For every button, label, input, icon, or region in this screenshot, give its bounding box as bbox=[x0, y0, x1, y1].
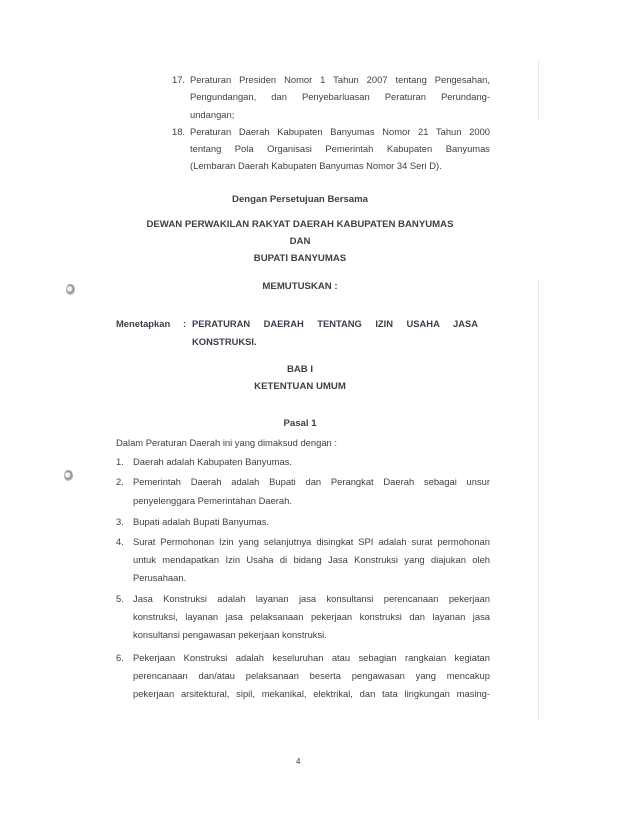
item-line: konsultansi pengawasan pekerjaan konstruksi. bbox=[133, 629, 327, 640]
consideration-line: (Lembaran Daerah Kabupaten Banyumas Nomor 34 Seri D). bbox=[190, 160, 442, 171]
article-title: Pasal 1 bbox=[283, 418, 317, 429]
item-line: untuk mendapatkan Izin Usaha di bidang Jasa Konstruksi yang diajukan oleh bbox=[133, 554, 490, 565]
item-line: penyelenggara Pemerintahan Daerah. bbox=[133, 495, 292, 506]
article-intro: Dalam Peraturan Daerah ini yang dimaksud dengan : bbox=[116, 437, 337, 448]
decision-heading: MEMUTUSKAN : bbox=[262, 281, 338, 292]
establish-label: Menetapkan bbox=[116, 318, 171, 329]
consideration-line: undangan; bbox=[190, 109, 235, 120]
item-line: Daerah adalah Kabupaten Banyumas. bbox=[133, 456, 292, 467]
punch-hole-icon bbox=[64, 470, 73, 481]
item-line: Pekerjaan Konstruksi adalah keseluruhan atau sebagian rangkaian kegiatan bbox=[133, 652, 490, 663]
consideration-number: 18. bbox=[172, 126, 186, 137]
chapter-subtitle: KETENTUAN UMUM bbox=[254, 381, 346, 392]
item-line: Perusahaan. bbox=[133, 572, 187, 583]
scan-edge-mark bbox=[538, 60, 539, 120]
item-line: Surat Permohonan Izin yang selanjutnya disingkat SPI adalah surat permohonan bbox=[133, 536, 490, 547]
item-number: 1. bbox=[116, 456, 124, 467]
item-line: Pemerintah Daerah adalah Bupati dan Perangkat Daerah sebagai unsur bbox=[133, 476, 490, 487]
item-line: konstruksi, layanan jasa pelaksanaan pekerjaan konstruksi dan layanan jasa bbox=[133, 611, 490, 622]
item-number: 5. bbox=[116, 593, 124, 604]
item-number: 6. bbox=[116, 652, 124, 663]
regent-title: BUPATI BANYUMAS bbox=[253, 253, 347, 264]
conjunction: DAN bbox=[289, 236, 311, 247]
regulation-title: PERATURAN DAERAH TENTANG IZIN USAHA JASA bbox=[192, 318, 478, 329]
approval-heading: Dengan Persetujuan Bersama bbox=[232, 194, 368, 205]
scan-edge-mark bbox=[538, 280, 539, 720]
item-line: perencanaan dan/atau pelaksanaan beserta pengawasan yang mencakup bbox=[133, 670, 490, 681]
item-line: Bupati adalah Bupati Banyumas. bbox=[133, 516, 270, 527]
page-number: 4 bbox=[296, 757, 301, 766]
consideration-line: Peraturan Daerah Kabupaten Banyumas Nomor 21 Tahun 2000 bbox=[190, 126, 490, 137]
item-line: pekerjaan arsitektural, sipil, mekanikal, elektrikal, dan tata lingkungan masing- bbox=[133, 688, 490, 699]
item-line: Jasa Konstruksi adalah layanan jasa konsultansi perencanaan pekerjaan bbox=[133, 593, 490, 604]
item-number: 4. bbox=[116, 536, 124, 547]
consideration-line: Pengundangan, dan Penyebarluasan Peraturan Perundang- bbox=[190, 91, 490, 102]
consideration-number: 17. bbox=[172, 74, 186, 85]
punch-hole-icon bbox=[66, 284, 75, 295]
consideration-line: Peraturan Presiden Nomor 1 Tahun 2007 tentang Pengesahan, bbox=[190, 74, 490, 85]
item-number: 3. bbox=[116, 516, 124, 527]
item-number: 2. bbox=[116, 476, 124, 487]
dprd-title: DEWAN PERWAKILAN RAKYAT DAERAH KABUPATEN BANYUMAS bbox=[146, 219, 454, 230]
chapter-title: BAB I bbox=[286, 364, 314, 375]
consideration-line: tentang Pola Organisasi Pemerintah Kabupaten Banyumas bbox=[190, 143, 490, 154]
establish-colon: : bbox=[183, 318, 187, 329]
regulation-title: KONSTRUKSI. bbox=[192, 336, 257, 347]
